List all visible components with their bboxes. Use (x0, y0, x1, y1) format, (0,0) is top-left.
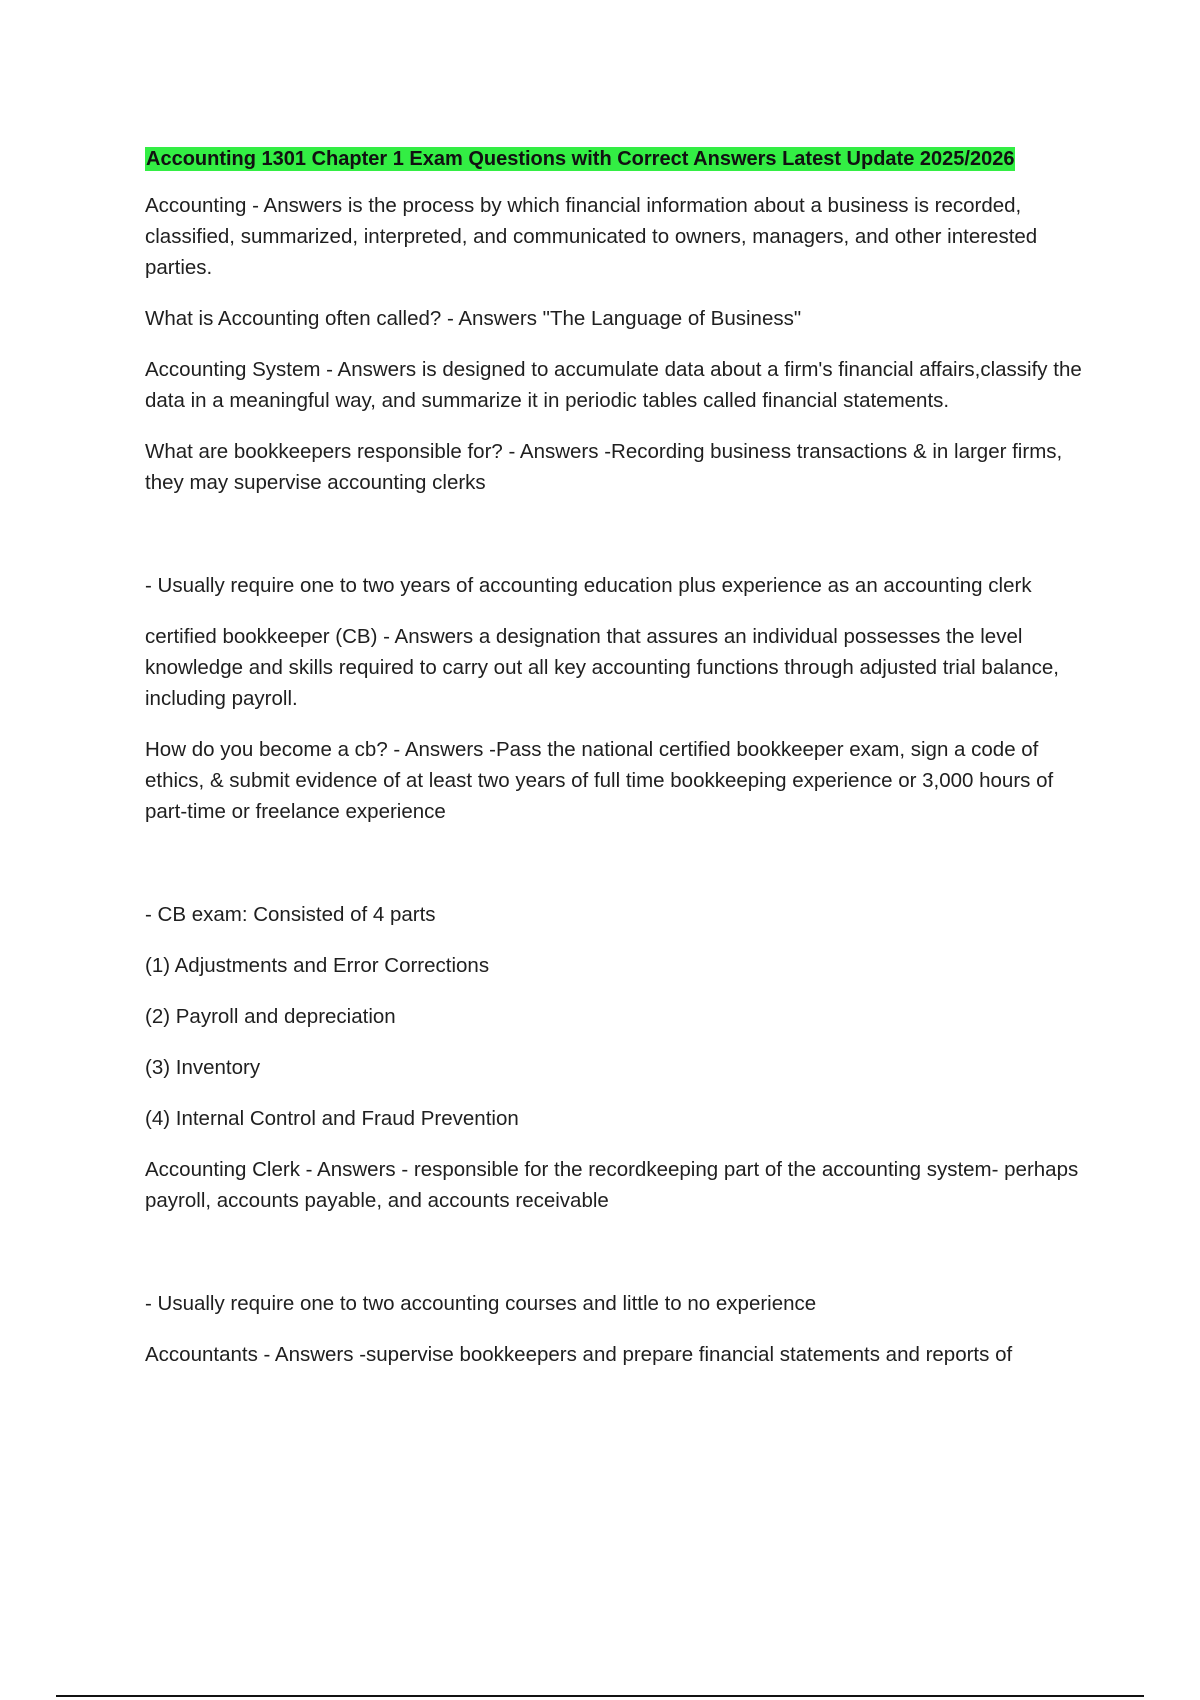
paragraph-certified-bookkeeper: certified bookkeeper (CB) - Answers a designation that assures an individual possesses the level knowledge and skills required to carry out all key accounting functions through adjusted trial balance, including payroll. (145, 625, 1059, 710)
document-body (145, 144, 1095, 1390)
paragraph-cb-exam: - CB exam: Consisted of 4 parts (145, 903, 436, 926)
page-bottom-rule (56, 1695, 1144, 1697)
paragraph-accounting-clerk: Accounting Clerk - Answers - responsible for the recordkeeping part of the accounting system- perhaps payroll, accounts payable, and accounts receivable (145, 1158, 1079, 1212)
paragraph-bookkeeper-requirements: - Usually require one to two years of accounting education plus experience as an accounting clerk (145, 574, 1032, 597)
paragraph-accounting-definition: Accounting - Answers is the process by which financial information about a business is recorded, classified, summarized, interpreted, and communicated to owners, managers, and other interested parties. (145, 194, 1038, 279)
document-title: Accounting 1301 Chapter 1 Exam Questions with Correct Answers Latest Update 2025/2026 (146, 148, 1015, 170)
paragraph-accountants: Accountants - Answers -supervise bookkeepers and prepare financial statements and reports of (145, 1343, 1013, 1366)
list-item-exam-part-3: (3) Inventory (145, 1056, 261, 1079)
paragraph-language-of-business: What is Accounting often called? - Answers "The Language of Business" (145, 307, 802, 330)
spacer (145, 847, 1095, 899)
paragraph-become-cb: How do you become a cb? - Answers -Pass the national certified bookkeeper exam, sign a code of ethics, & submit evidence of at least two years of full time bookkeeping experience or 3,000 hours of part-time or freelance experience (145, 738, 1054, 823)
paragraph-clerk-requirements: - Usually require one to two accounting courses and little to no experience (145, 1292, 817, 1315)
paragraph-accounting-system: Accounting System - Answers is designed to accumulate data about a firm's financial affairs,classify the data in a meaningful way, and summarize it in periodic tables called financial statements. (145, 358, 1082, 412)
title-block (145, 144, 1095, 178)
list-item-exam-part-1: (1) Adjustments and Error Corrections (145, 954, 490, 977)
spacer (145, 1236, 1095, 1288)
paragraph-bookkeepers: What are bookkeepers responsible for? - Answers -Recording business transactions & in larger firms, they may supervise accounting clerks (145, 440, 1063, 494)
list-item-exam-part-4: (4) Internal Control and Fraud Prevention (145, 1107, 519, 1130)
list-item-exam-part-2: (2) Payroll and depreciation (145, 1005, 396, 1028)
spacer (145, 518, 1095, 570)
